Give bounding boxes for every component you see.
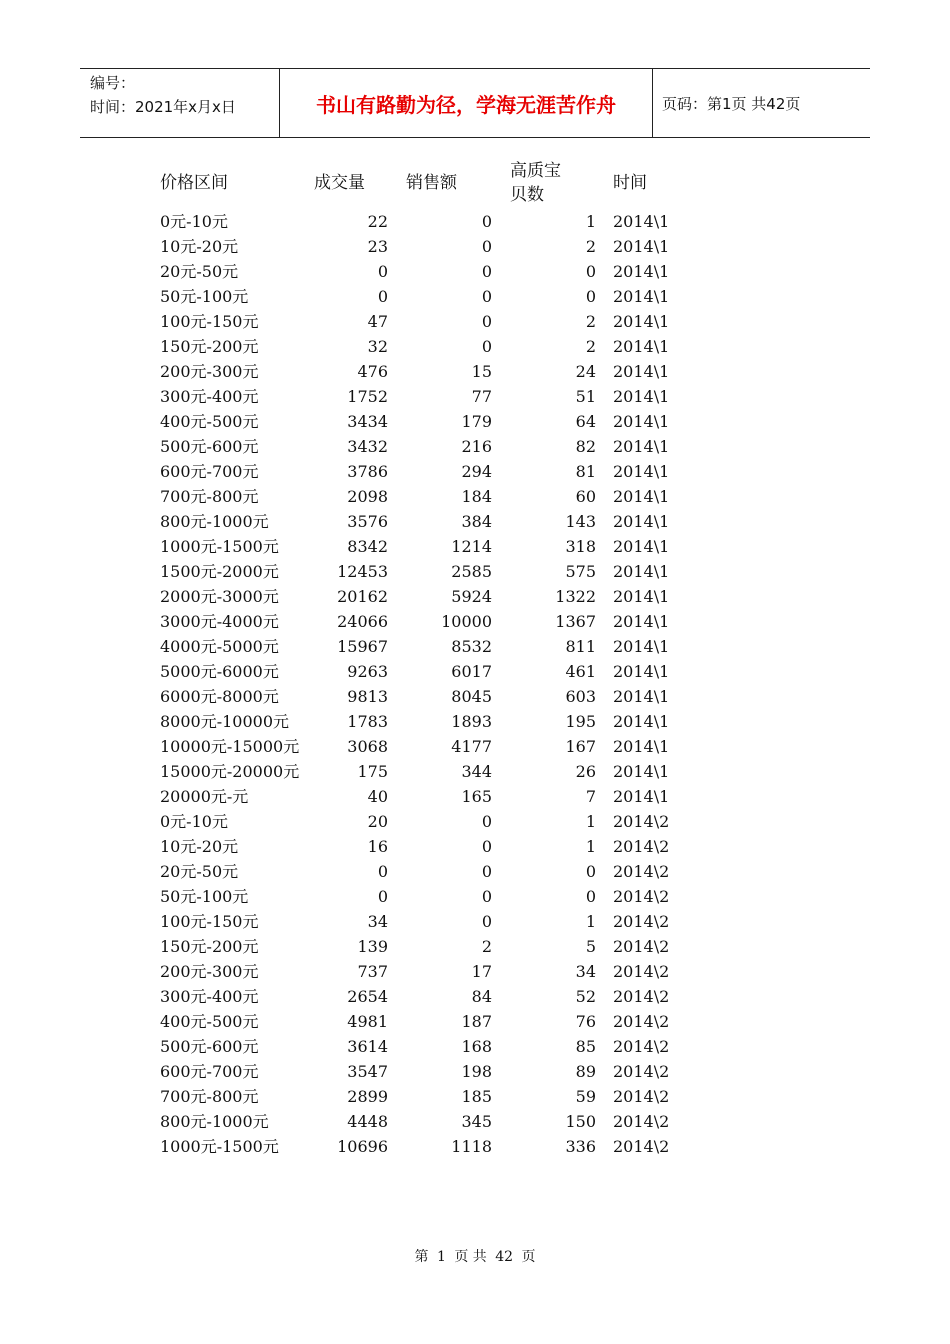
cell-sales: 0 [481, 312, 492, 331]
table-body [160, 209, 713, 1159]
cell-volume: 1783 [347, 712, 388, 731]
footer-page-number: 1 [436, 1249, 446, 1265]
table-row [160, 809, 713, 834]
document-time-label: 时间：2021年x月x日 [90, 98, 236, 116]
cell-sales: 4177 [451, 737, 492, 756]
cell-quality-items: 2 [585, 312, 596, 331]
header-volume: 成交量 [314, 173, 365, 193]
cell-quality-items: 167 [565, 737, 596, 756]
cell-sales: 165 [461, 787, 492, 806]
table-row [160, 734, 713, 759]
table-row [160, 584, 713, 609]
cell-quality-items: 82 [575, 437, 596, 456]
cell-sales: 294 [461, 462, 492, 481]
cell-time: 2014\1 [613, 387, 670, 406]
cell-sales: 0 [481, 887, 492, 906]
cell-sales: 6017 [451, 662, 492, 681]
cell-time: 2014\2 [613, 837, 670, 856]
cell-volume: 9263 [347, 662, 388, 681]
cell-sales: 0 [481, 812, 492, 831]
cell-time: 2014\1 [613, 287, 670, 306]
cell-sales: 168 [461, 1037, 492, 1056]
cell-sales: 2 [481, 937, 492, 956]
cell-quality-items: 0 [585, 262, 596, 281]
cell-volume: 3434 [347, 412, 388, 431]
cell-time: 2014\1 [613, 337, 670, 356]
cell-time: 2014\1 [613, 462, 670, 481]
cell-volume: 737 [357, 962, 388, 981]
table-row [160, 959, 713, 984]
cell-time: 2014\2 [613, 812, 670, 831]
table-row [160, 509, 713, 534]
price-range-table-container [160, 157, 713, 1159]
cell-time: 2014\1 [613, 562, 670, 581]
table-row [160, 1109, 713, 1134]
cell-time: 2014\1 [613, 637, 670, 656]
cell-volume: 20 [367, 812, 388, 831]
cell-price-range: 5000元-6000元 [160, 662, 279, 681]
cell-sales: 0 [481, 337, 492, 356]
cell-quality-items: 52 [575, 987, 596, 1006]
price-range-table [160, 157, 713, 1159]
cell-price-range: 150元-200元 [160, 937, 259, 956]
cell-price-range: 20000元-元 [160, 787, 249, 806]
cell-volume: 9813 [347, 687, 388, 706]
cell-volume: 12453 [337, 562, 388, 581]
cell-volume: 0 [377, 262, 388, 281]
cell-quality-items: 461 [565, 662, 596, 681]
cell-quality-items: 0 [585, 287, 596, 306]
cell-price-range: 600元-700元 [160, 462, 259, 481]
cell-time: 2014\1 [613, 612, 670, 631]
cell-sales: 0 [481, 287, 492, 306]
cell-time: 2014\2 [613, 912, 670, 931]
table-row [160, 784, 713, 809]
page-footer [0, 1246, 950, 1266]
cell-sales: 216 [461, 437, 492, 456]
cell-volume: 20162 [337, 587, 388, 606]
cell-price-range: 300元-400元 [160, 987, 259, 1006]
cell-price-range: 15000元-20000元 [160, 762, 300, 781]
cell-volume: 10696 [337, 1137, 388, 1156]
table-row [160, 384, 713, 409]
cell-sales: 179 [461, 412, 492, 431]
cell-price-range: 0元-10元 [160, 812, 228, 831]
cell-quality-items: 81 [575, 462, 596, 481]
cell-time: 2014\2 [613, 1112, 670, 1131]
table-row [160, 209, 713, 234]
table-row [160, 859, 713, 884]
cell-quality-items: 5 [585, 937, 596, 956]
cell-time: 2014\1 [613, 262, 670, 281]
cell-volume: 3547 [347, 1062, 388, 1081]
cell-sales: 344 [461, 762, 492, 781]
header-page-label: 页码：第1页 共42页 [662, 94, 801, 113]
table-row [160, 759, 713, 784]
cell-price-range: 700元-800元 [160, 487, 259, 506]
cell-price-range: 100元-150元 [160, 312, 259, 331]
cell-quality-items: 60 [575, 487, 596, 506]
cell-price-range: 100元-150元 [160, 912, 259, 931]
cell-volume: 22 [367, 212, 388, 231]
cell-volume: 34 [367, 912, 388, 931]
cell-time: 2014\1 [613, 437, 670, 456]
cell-price-range: 1000元-1500元 [160, 1137, 279, 1156]
cell-quality-items: 64 [575, 412, 596, 431]
table-row [160, 484, 713, 509]
cell-quality-items: 1322 [555, 587, 596, 606]
cell-time: 2014\1 [613, 787, 670, 806]
cell-quality-items: 150 [565, 1112, 596, 1131]
table-row [160, 359, 713, 384]
table-row [160, 634, 713, 659]
cell-sales: 1118 [451, 1137, 492, 1156]
table-row [160, 834, 713, 859]
cell-sales: 1214 [451, 537, 492, 556]
cell-sales: 0 [481, 862, 492, 881]
header-quality-items: 高质宝贝数 [510, 161, 561, 205]
cell-price-range: 600元-700元 [160, 1062, 259, 1081]
cell-time: 2014\1 [613, 537, 670, 556]
table-row [160, 259, 713, 284]
cell-quality-items: 336 [565, 1137, 596, 1156]
cell-quality-items: 1367 [555, 612, 596, 631]
cell-price-range: 300元-400元 [160, 387, 259, 406]
cell-volume: 0 [377, 287, 388, 306]
cell-time: 2014\1 [613, 762, 670, 781]
cell-time: 2014\1 [613, 212, 670, 231]
cell-quality-items: 143 [565, 512, 596, 531]
cell-price-range: 150元-200元 [160, 337, 259, 356]
cell-quality-items: 59 [575, 1087, 596, 1106]
cell-time: 2014\1 [613, 412, 670, 431]
cell-volume: 24066 [337, 612, 388, 631]
cell-volume: 2899 [347, 1087, 388, 1106]
table-row [160, 334, 713, 359]
cell-price-range: 3000元-4000元 [160, 612, 279, 631]
cell-sales: 5924 [451, 587, 492, 606]
table-row [160, 559, 713, 584]
table-row [160, 309, 713, 334]
cell-time: 2014\1 [613, 487, 670, 506]
cell-sales: 184 [461, 487, 492, 506]
cell-time: 2014\2 [613, 887, 670, 906]
cell-quality-items: 24 [575, 362, 596, 381]
footer-total-pages: 42 [495, 1249, 514, 1265]
cell-time: 2014\2 [613, 1062, 670, 1081]
cell-volume: 2098 [347, 487, 388, 506]
cell-quality-items: 0 [585, 862, 596, 881]
cell-price-range: 400元-500元 [160, 1012, 259, 1031]
cell-time: 2014\1 [613, 712, 670, 731]
table-row [160, 284, 713, 309]
header-sales: 销售额 [406, 173, 457, 193]
cell-price-range: 10元-20元 [160, 237, 239, 256]
cell-sales: 8045 [451, 687, 492, 706]
table-row [160, 409, 713, 434]
table-row [160, 1084, 713, 1109]
table-row [160, 534, 713, 559]
cell-volume: 16 [367, 837, 388, 856]
cell-quality-items: 318 [565, 537, 596, 556]
header-price-range: 价格区间 [160, 173, 228, 193]
cell-volume: 139 [357, 937, 388, 956]
cell-sales: 0 [481, 912, 492, 931]
document-number-label: 编号： [90, 74, 136, 92]
cell-volume: 0 [377, 862, 388, 881]
cell-price-range: 700元-800元 [160, 1087, 259, 1106]
cell-sales: 84 [471, 987, 492, 1006]
cell-volume: 3432 [347, 437, 388, 456]
cell-time: 2014\1 [613, 687, 670, 706]
cell-sales: 2585 [451, 562, 492, 581]
table-row [160, 1134, 713, 1159]
cell-price-range: 4000元-5000元 [160, 637, 279, 656]
cell-time: 2014\1 [613, 737, 670, 756]
header-meta [80, 69, 280, 137]
cell-quality-items: 603 [565, 687, 596, 706]
cell-volume: 4981 [347, 1012, 388, 1031]
cell-sales: 0 [481, 212, 492, 231]
cell-sales: 185 [461, 1087, 492, 1106]
cell-quality-items: 2 [585, 337, 596, 356]
cell-time: 2014\1 [613, 662, 670, 681]
cell-time: 2014\2 [613, 937, 670, 956]
table-row [160, 1009, 713, 1034]
cell-quality-items: 1 [585, 912, 596, 931]
cell-volume: 32 [367, 337, 388, 356]
cell-quality-items: 76 [575, 1012, 596, 1031]
cell-volume: 476 [357, 362, 388, 381]
cell-volume: 3614 [347, 1037, 388, 1056]
cell-quality-items: 1 [585, 212, 596, 231]
cell-price-range: 8000元-10000元 [160, 712, 290, 731]
cell-volume: 1752 [347, 387, 388, 406]
footer-middle: 页 共 [454, 1249, 487, 1265]
cell-price-range: 20元-50元 [160, 262, 239, 281]
cell-quality-items: 26 [575, 762, 596, 781]
cell-quality-items: 1 [585, 812, 596, 831]
cell-volume: 3786 [347, 462, 388, 481]
table-row [160, 884, 713, 909]
cell-quality-items: 51 [575, 387, 596, 406]
cell-time: 2014\2 [613, 962, 670, 981]
cell-quality-items: 195 [565, 712, 596, 731]
cell-price-range: 800元-1000元 [160, 1112, 269, 1131]
cell-price-range: 50元-100元 [160, 887, 249, 906]
cell-sales: 1893 [451, 712, 492, 731]
cell-sales: 0 [481, 237, 492, 256]
cell-quality-items: 0 [585, 887, 596, 906]
table-row [160, 434, 713, 459]
footer-suffix: 页 [521, 1249, 536, 1265]
cell-price-range: 500元-600元 [160, 1037, 259, 1056]
cell-price-range: 400元-500元 [160, 412, 259, 431]
cell-time: 2014\1 [613, 312, 670, 331]
cell-quality-items: 1 [585, 837, 596, 856]
cell-price-range: 500元-600元 [160, 437, 259, 456]
cell-volume: 4448 [347, 1112, 388, 1131]
cell-quality-items: 811 [565, 637, 596, 656]
cell-volume: 23 [367, 237, 388, 256]
cell-sales: 77 [471, 387, 492, 406]
cell-sales: 198 [461, 1062, 492, 1081]
header-time: 时间 [613, 173, 647, 193]
cell-quality-items: 7 [585, 787, 596, 806]
cell-sales: 0 [481, 837, 492, 856]
cell-time: 2014\2 [613, 1087, 670, 1106]
table-row [160, 909, 713, 934]
cell-volume: 3068 [347, 737, 388, 756]
cell-time: 2014\2 [613, 1012, 670, 1031]
cell-sales: 15 [471, 362, 492, 381]
cell-sales: 8532 [451, 637, 492, 656]
cell-price-range: 10元-20元 [160, 837, 239, 856]
cell-price-range: 0元-10元 [160, 212, 228, 231]
cell-price-range: 2000元-3000元 [160, 587, 279, 606]
table-row [160, 984, 713, 1009]
table-row [160, 684, 713, 709]
cell-time: 2014\2 [613, 1137, 670, 1156]
cell-time: 2014\2 [613, 862, 670, 881]
table-row [160, 234, 713, 259]
table-row [160, 1034, 713, 1059]
cell-time: 2014\1 [613, 237, 670, 256]
table-row [160, 934, 713, 959]
cell-volume: 2654 [347, 987, 388, 1006]
cell-volume: 40 [367, 787, 388, 806]
cell-price-range: 6000元-8000元 [160, 687, 279, 706]
table-header-row [160, 157, 713, 209]
table-row [160, 609, 713, 634]
cell-price-range: 1000元-1500元 [160, 537, 279, 556]
cell-quality-items: 34 [575, 962, 596, 981]
table-row [160, 659, 713, 684]
cell-volume: 8342 [347, 537, 388, 556]
cell-quality-items: 2 [585, 237, 596, 256]
cell-price-range: 200元-300元 [160, 962, 259, 981]
cell-sales: 384 [461, 512, 492, 531]
cell-quality-items: 89 [575, 1062, 596, 1081]
cell-quality-items: 85 [575, 1037, 596, 1056]
cell-price-range: 10000元-15000元 [160, 737, 300, 756]
cell-sales: 187 [461, 1012, 492, 1031]
cell-time: 2014\2 [613, 987, 670, 1006]
header-motto: 书山有路勤为径，学海无涯苦作舟 [280, 69, 653, 137]
table-row [160, 459, 713, 484]
cell-price-range: 1500元-2000元 [160, 562, 279, 581]
table-row [160, 1059, 713, 1084]
cell-price-range: 20元-50元 [160, 862, 239, 881]
cell-sales: 17 [471, 962, 492, 981]
footer-prefix: 第 [414, 1249, 429, 1265]
cell-volume: 3576 [347, 512, 388, 531]
cell-time: 2014\1 [613, 362, 670, 381]
cell-volume: 15967 [337, 637, 388, 656]
cell-volume: 47 [367, 312, 388, 331]
cell-time: 2014\1 [613, 512, 670, 531]
cell-price-range: 800元-1000元 [160, 512, 269, 531]
table-row [160, 709, 713, 734]
cell-volume: 175 [357, 762, 388, 781]
cell-sales: 0 [481, 262, 492, 281]
cell-sales: 345 [461, 1112, 492, 1131]
cell-price-range: 50元-100元 [160, 287, 249, 306]
cell-time: 2014\2 [613, 1037, 670, 1056]
cell-sales: 10000 [441, 612, 492, 631]
cell-quality-items: 575 [565, 562, 596, 581]
cell-time: 2014\1 [613, 587, 670, 606]
cell-price-range: 200元-300元 [160, 362, 259, 381]
page-header [80, 68, 870, 138]
cell-volume: 0 [377, 887, 388, 906]
